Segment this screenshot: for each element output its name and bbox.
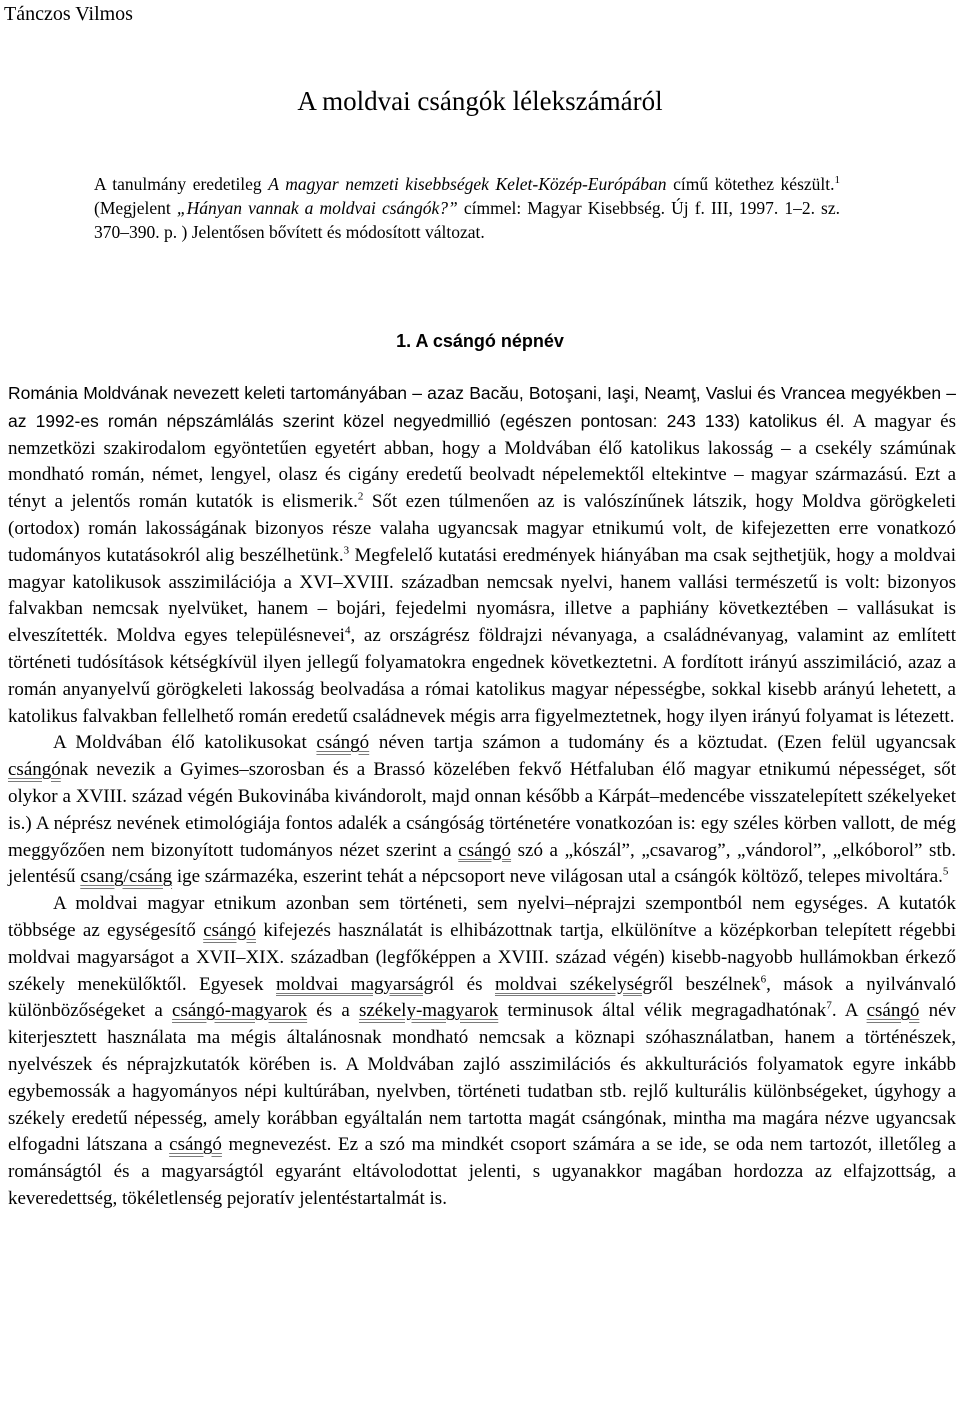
paragraph <box>8 380 956 730</box>
paragraph-text: Románia Moldvának nevezett keleti tartományában – azaz Bacău, Botoşani, Iaşi, Neamţ, Vaslui és Vrancea megyékben – az 1992-es román népszámlálás szerint közel negyedmillió (egészen pontosan: 243 133) katolikus él. <box>8 383 956 431</box>
underlined-term: csángó <box>169 1134 222 1156</box>
underlined-term: székely-magyarok <box>358 1000 499 1022</box>
footnote-ref[interactable]: 2 <box>357 490 364 503</box>
footnote-ref[interactable]: 1 <box>834 174 840 187</box>
paragraph-text: megnevezést. Ez a szó ma mindkét csoport számára a se ide, se oda nem tartozót, illetőleg a románságtól és a magyarságtól egyaránt eltávolodottat jelenti, s ugyanakkor magában hordozza az elfajzottság, a keveredettség, tökéletlenség pejoratív jelentéstartalmát is. <box>8 1134 956 1209</box>
publication-note <box>94 172 840 244</box>
paragraph-text: . A <box>831 1000 867 1022</box>
note-text: A tanulmány eredetileg <box>94 174 269 194</box>
section-heading: 1. A csángó népnév <box>396 331 564 351</box>
paragraph-text: Megfelelő kutatási eredmények hiányában ma csak sejthetjük, hogy a moldvai magyar katolikusok asszimilációja a XVI–XVIII. században nemcsak nyelvi, hanem vallási természetű is volt: bizonyos falvakban nemcsak nyelvüket, hanem – bojári, fejedelmi nyomásra, illetve a paphiány következtében – vallásukat is elveszítették. Moldva egyes településnevei <box>8 544 956 647</box>
paragraph-text: A Moldvában élő katolikusokat <box>53 732 317 754</box>
paragraph-text: szó a „kószál”, „csavarog”, „vándorol”, „elkóborol” stb. jelentésű <box>8 839 956 888</box>
paragraph-text: ről beszélnek <box>652 973 761 995</box>
underlined-term: csángó <box>866 1000 920 1022</box>
paragraph-text: kifejezés használatát is elhibázottnak tartja, elkülönítve a középkorban telepített régebbi moldvai magyarságot a XVII–XIX. században (legfőképpen a XVIII. század végén) kisebb-nagyobb hullámokban érkező székely menekülőktől. Egyesek <box>8 919 956 995</box>
author-name: Tánczos Vilmos <box>4 3 133 25</box>
paragraph-text: és a <box>307 1000 359 1022</box>
paragraph-text: , az országrész földrajzi névanyaga, a családnévanyag, valamint az említett történeti tudósítások kétségkívül ilyen jellegű folyamatokra engednek következtetni. A fordított irányú asszimiláció, azaz a román anyanyelvű görögkeleti lakosság beolvadása a római katolikus magyar népességbe, sokkal kisebb arányú lehetett, a katolikus falvakban fellelhető román eredetű családnevek mégis arra figyelmeztetnek, hogy ilyen irányú folyamat is létezett. <box>8 625 956 727</box>
paragraph-text: ige származéka, eszerint tehát a népcsoport neve világosan utal a csángók költöző, telepes mivoltára. <box>172 866 943 888</box>
underlined-term: csángó <box>316 732 370 754</box>
paragraph-text: , mások a nyilvánvaló különbözőségeket a <box>8 973 957 1022</box>
footnote-ref[interactable]: 4 <box>344 624 351 637</box>
paragraph-text: A moldvai magyar etnikum azonban sem történeti, sem nyelvi–néprajzi szempontból nem egységes. A kutatók többsége az egységesítő <box>8 893 956 941</box>
underlined-term: csángó-magyarok <box>172 1000 308 1022</box>
paragraph <box>8 891 956 1213</box>
underlined-term: csángó <box>203 919 256 941</box>
note-text: (Megjelent <box>94 198 177 218</box>
paragraph-text: terminusok által vélik megragadhatónak <box>498 1000 827 1022</box>
paragraph-text: név kiterjesztett használata ma mégis általánosnak mondható nemcsak a köznapi szóhasználatban, hanem a történészek, nyelvészek és néprajzkutatók körében is. A Moldvában zajló asszimilációs és akkulturációs folyamatok egyre inkább egybemossák a hagyományos népi kultúrában, nyelvben, történeti tudatban stb. rejlő kulturális különbségeket, úgyhogy a székely eredetű népesség, amely korábban egyáltalán nem tartotta magát csángónak, mintha ma magára nézve ugyancsak elfogadni látszana a <box>8 1000 957 1156</box>
note-book-title: A magyar nemzeti kisebbségek Kelet-Közép-Európában <box>268 174 667 194</box>
paragraph-text: ról és <box>433 973 495 995</box>
paragraph-text: nak nevezik a Gyimes–szorosban és a Brassó közelében fekvő Hétfaluban élő magyar etnikumú népességet, sőt olykor a XVIII. század végén Bukovinába kivándorolt, majd onnan később a Kárpát–medencébe visszatelepített székelyeket is.) A néprész nevének etimológiája fontos adalék a csángóság történetére vonatkozóan is: egy széles körben vallott, de még meggyőzően nem bizonyított tudományos nézet szerint a <box>8 759 956 861</box>
paragraph-text: A magyar és nemzetközi szakirodalom egyöntetűen egyetért abban, hogy a Moldvában élő katolikus lakosság – a csekély számúnak mondható román, német, lengyel, olasz és cigány eredetű beolvadt népelemektől eltekintve – magyar származású. Ezt a tényt a jelentős román kutatók is elismerik. <box>8 410 956 513</box>
paragraph-text: Sőt ezen túlmenően az is valószínűnek látszik, hogy Moldva görögkeleti (ortodox) román lakosságának bizonyos része valaha ugyancsak magyar etnikumú volt, de kifejezetten erre vonatkozó tudományos kutatásokról alig beszélhetünk. <box>8 491 956 566</box>
footnote-ref[interactable]: 7 <box>826 1000 832 1012</box>
footnote-ref[interactable]: 5 <box>942 866 949 879</box>
footnote-ref[interactable]: 3 <box>343 544 350 557</box>
body-text <box>8 380 956 1213</box>
underlined-term: moldvai székelység <box>495 973 653 995</box>
document-title: A moldvai csángók lélekszámáról <box>297 86 663 116</box>
paragraph-text: néven tartja számon a tudomány és a köztudat. (Ezen felül ugyancsak <box>369 732 956 754</box>
underlined-term: csángó <box>458 839 512 861</box>
note-article-title: „Hányan vannak a moldvai csángók?” <box>176 198 458 218</box>
footnote-ref[interactable]: 6 <box>760 973 767 986</box>
underlined-term: csángó <box>8 759 61 781</box>
underlined-term: moldvai magyarság <box>276 973 434 995</box>
underlined-term: csang/csáng <box>80 866 173 888</box>
note-text: című kötethez készült. <box>666 174 835 194</box>
paragraph <box>8 730 956 891</box>
note-text: címmel: Magyar Kisebbség. Új f. III, 1997. 1–2. sz. 370–390. p. ) Jelentősen bővített és módosított változat. <box>94 198 840 242</box>
